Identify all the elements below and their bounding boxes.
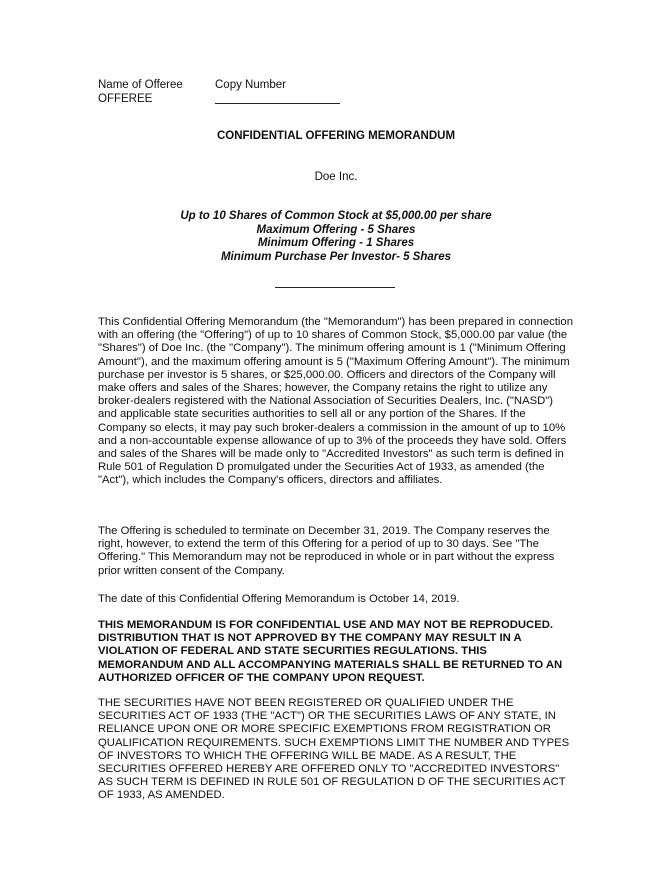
- intro-paragraph: This Confidential Offering Memorandum (the "Memorandum") has been prepared in connection with an offering (the "Offering") of up to 10 shares of Common Stock, $5,000.00 par value (the "Shares") of Doe Inc. (the "Company"). The minimum offering amount is 1 ("Minimum Offering Amount"), and the maximum offering amount is 5 ("Maximum Offering Amount"). The minimum purchase per investor is 5 shares, or $25,000.00. Officers and directors of the Company will make offers and sales of the Shares; however, the Company retains the right to utilize any broker-dealers registered with the National Association of Securities Dealers, Inc. ("NASD") and applicable state securities authorities to sell all or any portion of the Shares. If the Company so elects, it may pay such broker-dealers a commission in the amount of up to 10% and a non-accountable expense allowance of up to 3% of the proceeds they have sold. Offers and sales of the Shares will be made only to "Accredited Investors" as such term is defined in Rule 501 of Regulation D promulgated under the Securities Act of 1933, as amended (the "Act"), which includes the Company's officers, directors and affiliates.: [98, 316, 573, 487]
- document-title: CONFIDENTIAL OFFERING MEMORANDUM: [216, 130, 456, 142]
- copy-number-label: Copy Number: [215, 79, 286, 91]
- confidential-notice: THIS MEMORANDUM IS FOR CONFIDENTIAL USE AND MAY NOT BE REPRODUCED. DISTRIBUTION THAT IS NOT APPROVED BY THE COMPANY MAY RESULT IN A VIOLATION OF FEDERAL AND STATE SECURITIES REGULATIONS. THIS MEMORANDUM AND ALL ACCOMPANYING MATERIALS SHALL BE RETURNED TO AN AUTHORIZED OFFICER OF THE COMPANY UPON REQUEST.: [98, 619, 563, 684]
- termination-paragraph: The Offering is scheduled to terminate on December 31, 2019. The Company reserves the right, however, to extend the term of this Offering for a period of up to 30 days. See "The Offering." This Memorandum may not be reproduced in whole or in part without the express prior written consent of the Company.: [98, 525, 555, 577]
- date-paragraph: The date of this Confidential Offering Memorandum is October 14, 2019.: [98, 593, 460, 605]
- offering-line-maximum: Maximum Offering - 5 Shares: [256, 223, 416, 236]
- name-of-offeree-label: Name of Offeree: [98, 79, 183, 91]
- offeree-label: OFFEREE: [98, 93, 153, 105]
- offeree-block: [98, 78, 340, 106]
- offeree-header-row: [98, 78, 340, 92]
- offering-line-shares: Up to 10 Shares of Common Stock at $5,000.00 per share: [180, 210, 492, 222]
- securities-notice: THE SECURITIES HAVE NOT BEEN REGISTERED OR QUALIFIED UNDER THE SECURITIES ACT OF 1933 (THE "ACT") OR THE SECURITIES LAWS OF ANY STATE, IN RELIANCE UPON ONE OR MORE SPECIFIC EXEMPTIONS FROM REGISTRATION OR QUALIFICATION REQUIREMENTS. SUCH EXEMPTIONS LIMIT THE NUMBER AND TYPES OF INVESTORS TO WHICH THE OFFERING WILL BE MADE. AS A RESULT, THE SECURITIES OFFERED HEREBY ARE OFFERED ONLY TO "ACCREDITED INVESTORS" AS SUCH TERM IS DEFINED IN RULE 501 OF REGULATION D OF THE SECURITIES ACT OF 1933, AS AMENDED.: [98, 697, 570, 802]
- company-name: Doe Inc.: [314, 171, 358, 183]
- offeree-signature-row: [98, 92, 340, 106]
- offering-line-minimum: Minimum Offering - 1 Shares: [257, 237, 415, 249]
- section-divider: [275, 287, 395, 288]
- offering-line-min-purchase: Minimum Purchase Per Investor- 5 Shares: [220, 250, 452, 263]
- offering-summary: [0, 210, 672, 264]
- copy-number-blank-line: [215, 92, 340, 104]
